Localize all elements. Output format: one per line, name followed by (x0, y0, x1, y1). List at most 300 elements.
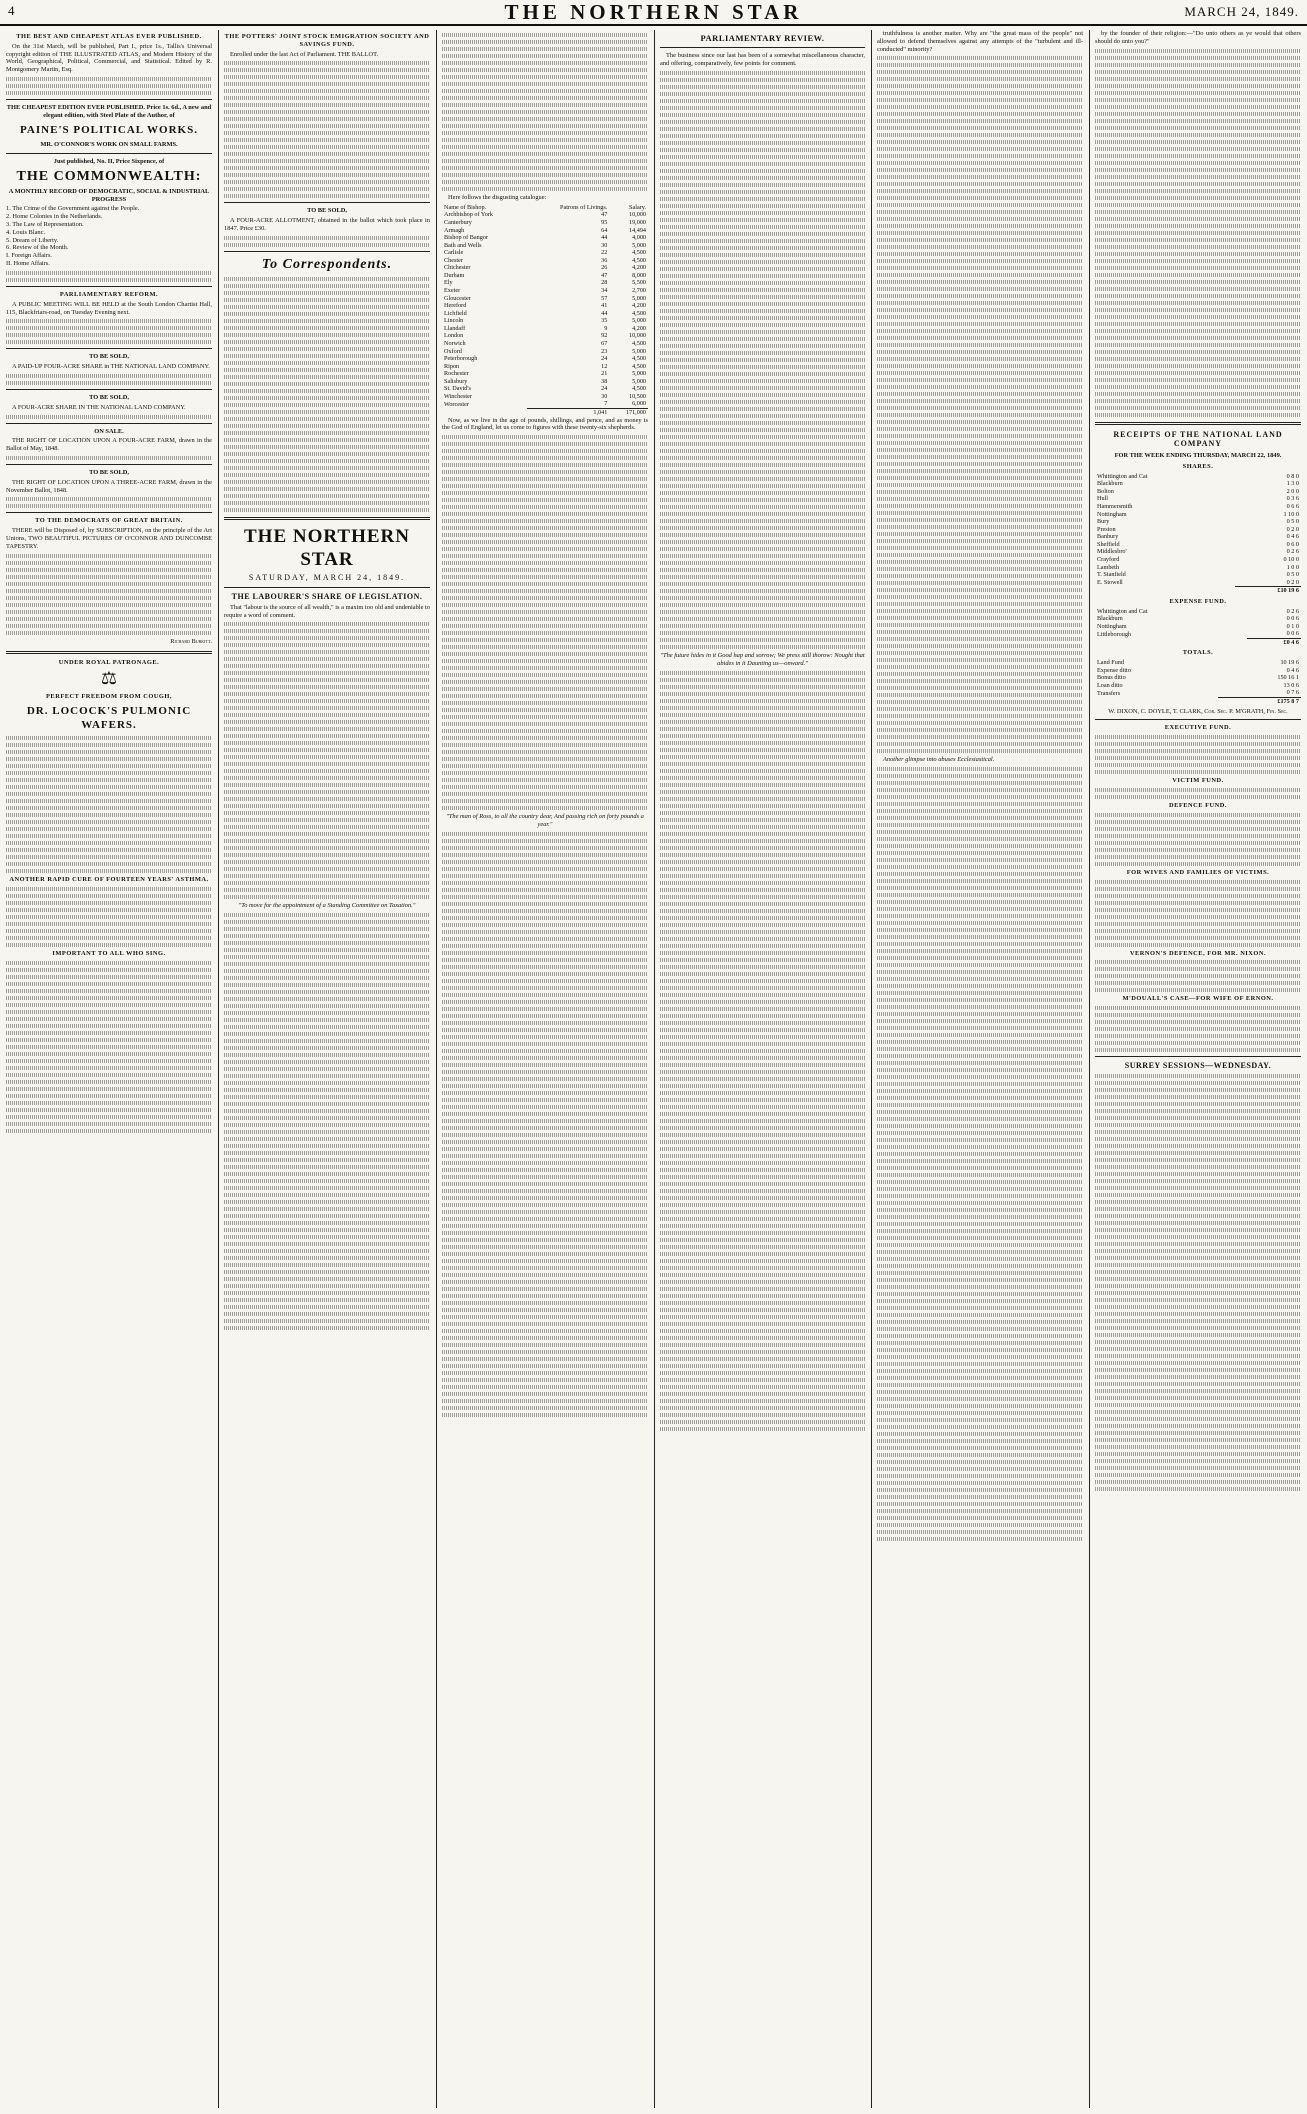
text-line-placeholder (1095, 915, 1301, 919)
text-line-placeholder (224, 1151, 430, 1155)
text-line-placeholder (660, 923, 865, 927)
text-line-placeholder (442, 533, 648, 537)
text-line-placeholder (224, 713, 430, 717)
text-line-placeholder (877, 308, 1083, 312)
text-line-placeholder (224, 622, 430, 626)
expense-total-row (1095, 638, 1301, 646)
text-line-placeholder (442, 117, 648, 121)
text-line-placeholder (660, 1217, 865, 1221)
text-line-placeholder (442, 54, 648, 58)
table-row (442, 317, 648, 325)
text-line-placeholder (6, 568, 212, 572)
text-line-placeholder (1095, 77, 1301, 81)
text-line-placeholder (660, 323, 865, 327)
table-cell-place: E. Stowell (1097, 578, 1123, 586)
table-cell-patrons: 34 (601, 287, 608, 294)
text-line-placeholder (224, 166, 430, 170)
text-line-placeholder (224, 1270, 430, 1274)
article-paragraph: truthfulness is another matter. Why are "the great mass of the people" not allowed to defend themselves against any attempts of the "turbulent and ill-conducted" minority? (877, 30, 1083, 53)
totals-table (1095, 659, 1301, 705)
shares-heading: SHARES. (1182, 462, 1214, 470)
text-line-placeholder (1095, 1368, 1301, 1372)
text-line-placeholder (660, 1350, 865, 1354)
receipts-heading: RECEIPTS OF THE NATIONAL LAND COMPANY (1113, 429, 1283, 449)
text-line-placeholder (1095, 901, 1301, 905)
text-line-placeholder (1095, 1354, 1301, 1358)
text-line-placeholder (442, 909, 648, 913)
text-line-placeholder (660, 1287, 865, 1291)
text-line-placeholder (442, 554, 648, 558)
text-line-placeholder (877, 329, 1083, 333)
table-cell-name: Hereford (444, 302, 467, 310)
text-line-placeholder (877, 413, 1083, 417)
text-line-placeholder (442, 582, 648, 586)
text-line-placeholder (1095, 1305, 1301, 1309)
text-line-placeholder (877, 949, 1083, 953)
text-line-placeholder (224, 68, 430, 72)
text-line-placeholder (442, 930, 648, 934)
table-cell-amount: 0 6 0 (1286, 540, 1299, 548)
table-cell-salary: 2,700 (632, 287, 646, 294)
text-line-placeholder (660, 190, 865, 194)
text-line-placeholder (224, 1228, 430, 1232)
text-line-placeholder (6, 1031, 212, 1035)
text-line-placeholder (442, 645, 648, 649)
text-line-placeholder (224, 913, 430, 917)
text-line-placeholder (224, 1263, 430, 1267)
text-line-placeholder (224, 459, 430, 463)
text-line-placeholder (877, 210, 1083, 214)
text-line-placeholder (1095, 175, 1301, 179)
text-line-placeholder (6, 757, 212, 761)
text-line-placeholder (442, 972, 648, 976)
text-line-placeholder (6, 582, 212, 586)
text-line-placeholder (877, 858, 1083, 862)
text-line-placeholder (442, 846, 648, 850)
text-line-placeholder (6, 381, 212, 385)
text-line-placeholder (660, 860, 865, 864)
table-row (442, 279, 648, 287)
divider (6, 153, 212, 154)
table-row (1095, 608, 1301, 616)
text-line-placeholder (1095, 406, 1301, 410)
text-line-placeholder (442, 1385, 648, 1389)
text-line-placeholder (877, 441, 1083, 445)
text-line-placeholder (442, 1028, 648, 1032)
text-line-placeholder (877, 809, 1083, 813)
text-line-placeholder (6, 1073, 212, 1077)
text-line-placeholder (877, 1523, 1083, 1527)
text-line-placeholder (224, 354, 430, 358)
table-cell-salary: 4,500 (632, 385, 646, 393)
text-line-placeholder (660, 1329, 865, 1333)
text-line-placeholder (660, 456, 865, 460)
text-line-placeholder (660, 561, 865, 565)
text-line-placeholder (877, 781, 1083, 785)
text-line-placeholder (660, 365, 865, 369)
divider (6, 464, 212, 465)
text-line-placeholder (6, 1024, 212, 1028)
text-line-placeholder (224, 1095, 430, 1099)
text-line-placeholder (877, 788, 1083, 792)
text-line-placeholder (877, 830, 1083, 834)
text-line-placeholder (442, 435, 648, 439)
text-line-placeholder (224, 976, 430, 980)
text-line-placeholder (6, 894, 212, 898)
text-line-placeholder (877, 1355, 1083, 1359)
text-line-placeholder (6, 1087, 212, 1091)
table-cell-place: Littleborough (1097, 630, 1132, 638)
text-line-placeholder (877, 1026, 1083, 1030)
text-line-placeholder (1095, 1123, 1301, 1127)
table-cell-amount: 0 5 0 (1286, 571, 1299, 579)
table-cell-amount: 0 6 6 (1286, 503, 1299, 510)
table-cell-place: Nottingham (1097, 622, 1127, 630)
text-line-placeholder (660, 582, 865, 586)
text-line-placeholder (224, 340, 430, 344)
divider (6, 286, 212, 287)
text-line-placeholder (224, 445, 430, 449)
table-cell-name: Oxford (444, 347, 462, 355)
text-line-placeholder (660, 1266, 865, 1270)
text-line-placeholder (224, 643, 430, 647)
column-6 (1095, 30, 1301, 2108)
text-line-placeholder (660, 965, 865, 969)
table-cell-patrons: 57 (601, 294, 608, 302)
text-line-placeholder (660, 1343, 865, 1347)
text-line-placeholder (1095, 1466, 1301, 1470)
table-cell-salary: 6,000 (632, 400, 646, 408)
text-line-placeholder (224, 818, 430, 822)
text-line-placeholder (1095, 378, 1301, 382)
ad-allotment-text: A FOUR-ACRE ALLOTMENT, obtained in the ballot which took place in 1847. Price £30. (224, 217, 430, 233)
review-heading: PARLIAMENTARY REVIEW. (700, 33, 825, 43)
table-cell-place: Sheffield (1097, 540, 1120, 548)
text-line-placeholder (224, 692, 430, 696)
text-line-placeholder (6, 764, 212, 768)
text-line-placeholder (6, 743, 212, 747)
text-line-placeholder (1095, 196, 1301, 200)
text-line-placeholder (877, 371, 1083, 375)
nameplate-title: THE NORTHERN STAR (244, 525, 410, 571)
ad-democrats-text: THERE will be Disposed of, by SUBSCRIPTION, on the principle of the Art Unions, TWO BEAUTIFUL PICTURES OF O'CONNOR AND DUNCOMBE TAPESTRY. (6, 527, 212, 550)
text-line-placeholder (1095, 1361, 1301, 1365)
text-line-placeholder (660, 428, 865, 432)
text-line-placeholder (660, 309, 865, 313)
text-line-placeholder (442, 1091, 648, 1095)
text-line-placeholder (442, 505, 648, 509)
text-line-placeholder (6, 827, 212, 831)
text-line-placeholder (442, 173, 648, 177)
text-line-placeholder (224, 1305, 430, 1309)
table-row (1095, 571, 1301, 579)
text-line-placeholder (1095, 936, 1301, 940)
text-line-placeholder (224, 103, 430, 107)
text-line-placeholder (877, 287, 1083, 291)
text-line-placeholder (877, 252, 1083, 256)
text-line-placeholder (660, 1168, 865, 1172)
text-line-placeholder (442, 1399, 648, 1403)
text-line-placeholder (442, 1021, 648, 1025)
text-line-placeholder (877, 1124, 1083, 1128)
text-line-placeholder (442, 145, 648, 149)
text-line-placeholder (442, 491, 648, 495)
text-line-placeholder (6, 575, 212, 579)
table-cell-salary: 5,000 (632, 347, 646, 355)
text-line-placeholder (224, 501, 430, 505)
text-line-placeholder (660, 713, 865, 717)
table-cell-patrons: 12 (601, 362, 608, 370)
text-line-placeholder (877, 602, 1083, 606)
text-line-placeholder (660, 519, 865, 523)
text-line-placeholder (877, 420, 1083, 424)
text-line-placeholder (877, 301, 1083, 305)
text-line-placeholder (877, 735, 1083, 739)
text-line-placeholder (224, 990, 430, 994)
text-line-placeholder (6, 1038, 212, 1042)
table-cell-salary: 4,500 (632, 309, 646, 317)
text-line-placeholder (1095, 273, 1301, 277)
text-line-placeholder (1095, 1312, 1301, 1316)
text-line-placeholder (660, 134, 865, 138)
text-line-placeholder (1095, 189, 1301, 193)
text-line-placeholder (224, 1200, 430, 1204)
text-line-placeholder (1095, 63, 1301, 67)
text-line-placeholder (877, 837, 1083, 841)
text-line-placeholder (877, 767, 1083, 771)
text-line-placeholder (877, 1229, 1083, 1233)
text-line-placeholder (1095, 1347, 1301, 1351)
text-line-placeholder (442, 860, 648, 864)
table-cell-salary: 4,200 (632, 264, 646, 272)
text-line-placeholder (660, 874, 865, 878)
ad-sale-text: A FOUR-ACRE SHARE IN THE NATIONAL LAND COMPANY. (12, 403, 186, 411)
text-line-placeholder (660, 1042, 865, 1046)
text-line-placeholder (6, 596, 212, 600)
text-line-placeholder (877, 970, 1083, 974)
text-line-placeholder (442, 456, 648, 460)
table-cell-place: Whittington and Cat (1097, 472, 1148, 480)
text-line-placeholder (660, 790, 865, 794)
table-cell-patrons: 47 (601, 271, 608, 279)
ad-commonwealth-title: THE COMMONWEALTH: (16, 168, 202, 184)
text-line-placeholder (224, 1060, 430, 1064)
text-line-placeholder (1095, 1410, 1301, 1414)
page-number: 4 (8, 3, 15, 18)
text-line-placeholder (660, 484, 865, 488)
table-cell-name: Bishop of Bangor (444, 234, 488, 242)
text-line-placeholder (877, 574, 1083, 578)
text-line-placeholder (442, 1273, 648, 1277)
article-heading: THE LABOURER'S SHARE OF LEGISLATION. (231, 592, 423, 602)
divider (224, 202, 430, 203)
text-line-placeholder (1095, 967, 1301, 971)
text-line-placeholder (1095, 1270, 1301, 1274)
text-line-placeholder (877, 1341, 1083, 1345)
text-line-placeholder (224, 291, 430, 295)
text-line-placeholder (224, 846, 430, 850)
text-line-placeholder (1095, 1459, 1301, 1463)
text-line-placeholder (442, 1133, 648, 1137)
masthead-date: MARCH 24, 1849. (1184, 4, 1299, 19)
table-cell-label: Land Fund (1097, 659, 1124, 667)
table-cell-amount: 0 8 0 (1286, 472, 1299, 480)
text-line-placeholder (660, 638, 865, 642)
table-cell-name: Lichfield (444, 309, 467, 317)
text-line-placeholder (1095, 336, 1301, 340)
text-line-placeholder (6, 996, 212, 1000)
text-line-placeholder (660, 979, 865, 983)
text-line-placeholder (442, 715, 648, 719)
text-line-placeholder (224, 243, 430, 247)
text-line-placeholder (877, 879, 1083, 883)
text-line-placeholder (660, 526, 865, 530)
text-line-placeholder (442, 40, 648, 44)
table-cell-patrons: 30 (601, 392, 608, 400)
text-line-placeholder (6, 1052, 212, 1056)
table-cell-patrons: 44 (601, 309, 608, 317)
text-line-placeholder (442, 916, 648, 920)
text-line-placeholder (442, 958, 648, 962)
text-line-placeholder (442, 638, 648, 642)
text-line-placeholder (442, 631, 648, 635)
table-row (1095, 630, 1301, 638)
text-line-placeholder (660, 1112, 865, 1116)
text-line-placeholder (660, 113, 865, 117)
table-header: Patrons of Livings. (560, 203, 608, 211)
text-line-placeholder (224, 804, 430, 808)
text-line-placeholder (224, 734, 430, 738)
text-line-placeholder (660, 106, 865, 110)
text-line-placeholder (224, 1291, 430, 1295)
table-cell-name: Gloucester (444, 294, 471, 302)
text-line-placeholder (224, 1081, 430, 1085)
text-line-placeholder (442, 1168, 648, 1172)
text-line-placeholder (224, 811, 430, 815)
text-line-placeholder (442, 1119, 648, 1123)
fund-heading: VERNON'S DEFENCE, FOR MR. NIXON. (1129, 949, 1267, 957)
text-line-placeholder (877, 84, 1083, 88)
text-line-placeholder (660, 1161, 865, 1165)
text-line-placeholder (224, 1165, 430, 1169)
text-line-placeholder (1095, 1102, 1301, 1106)
text-line-placeholder (660, 267, 865, 271)
text-line-placeholder (442, 1049, 648, 1053)
text-line-placeholder (442, 463, 648, 467)
text-line-placeholder (660, 1175, 865, 1179)
table-cell-amount: 0 4 6 (1286, 666, 1299, 674)
text-line-placeholder (224, 934, 430, 938)
text-line-placeholder (224, 860, 430, 864)
text-line-placeholder (224, 1298, 430, 1302)
table-cell-salary: 5,000 (632, 317, 646, 325)
text-line-placeholder (442, 937, 648, 941)
text-line-placeholder (1095, 126, 1301, 130)
text-line-placeholder (660, 1133, 865, 1137)
text-line-placeholder (6, 975, 212, 979)
text-line-placeholder (660, 358, 865, 362)
text-line-placeholder (877, 1166, 1083, 1170)
text-line-placeholder (1095, 960, 1301, 964)
text-line-placeholder (442, 659, 648, 663)
text-line-placeholder (224, 159, 430, 163)
column-3 (442, 30, 648, 2108)
table-row (442, 249, 648, 257)
ad-democrats-signature: Richard Burkitt. (170, 637, 212, 645)
text-line-placeholder (660, 197, 865, 201)
text-line-placeholder (224, 298, 430, 302)
text-line-placeholder (877, 1131, 1083, 1135)
text-line-placeholder (877, 984, 1083, 988)
text-line-placeholder (660, 1245, 865, 1249)
text-line-placeholder (1095, 1228, 1301, 1232)
text-line-placeholder (1095, 1382, 1301, 1386)
text-line-placeholder (1095, 70, 1301, 74)
text-line-placeholder (224, 410, 430, 414)
text-line-placeholder (1095, 168, 1301, 172)
table-cell-amount: 0 2 6 (1286, 548, 1299, 556)
text-line-placeholder (6, 561, 212, 565)
column-5 (877, 30, 1083, 2108)
text-line-placeholder (442, 785, 648, 789)
text-line-placeholder (442, 1357, 648, 1361)
text-line-placeholder (660, 85, 865, 89)
text-line-placeholder (1095, 1403, 1301, 1407)
text-line-placeholder (660, 183, 865, 187)
text-line-placeholder (877, 1012, 1083, 1016)
text-line-placeholder (224, 1032, 430, 1036)
text-line-placeholder (877, 315, 1083, 319)
table-cell-amount: 0 5 0 (1286, 518, 1299, 526)
text-line-placeholder (660, 498, 865, 502)
table-cell-place: Blackburn (1097, 615, 1123, 623)
text-line-placeholder (660, 1126, 865, 1130)
text-line-placeholder (660, 888, 865, 892)
text-line-placeholder (877, 497, 1083, 501)
table-cell-salary: 14,494 (628, 226, 646, 234)
table-row (1095, 503, 1301, 511)
text-line-placeholder (877, 1236, 1083, 1240)
table-row (442, 325, 648, 333)
text-line-placeholder (1095, 350, 1301, 354)
text-line-placeholder (224, 431, 430, 435)
text-line-placeholder (1095, 112, 1301, 116)
text-line-placeholder (660, 1301, 865, 1305)
text-line-placeholder (660, 832, 865, 836)
contents-item: 3. The Law of Representation. (6, 221, 84, 229)
text-line-placeholder (6, 617, 212, 621)
text-line-placeholder (1095, 1487, 1301, 1491)
text-line-placeholder (6, 1101, 212, 1105)
text-line-placeholder (224, 825, 430, 829)
table-cell-place: Hull (1097, 495, 1109, 503)
text-line-placeholder (1095, 1235, 1301, 1239)
text-line-placeholder (1095, 855, 1301, 859)
text-line-placeholder (224, 783, 430, 787)
text-line-placeholder (1095, 1396, 1301, 1400)
text-line-placeholder (6, 799, 212, 803)
text-line-placeholder (660, 176, 865, 180)
royal-arms-icon: ⚖ (100, 668, 118, 689)
text-line-placeholder (6, 340, 212, 344)
text-line-placeholder (1095, 756, 1301, 760)
text-line-placeholder (877, 658, 1083, 662)
text-line-placeholder (6, 504, 212, 508)
text-line-placeholder (660, 937, 865, 941)
text-line-placeholder (660, 288, 865, 292)
table-cell-amount: 150 16 1 (1277, 674, 1299, 682)
text-line-placeholder (224, 1137, 430, 1141)
